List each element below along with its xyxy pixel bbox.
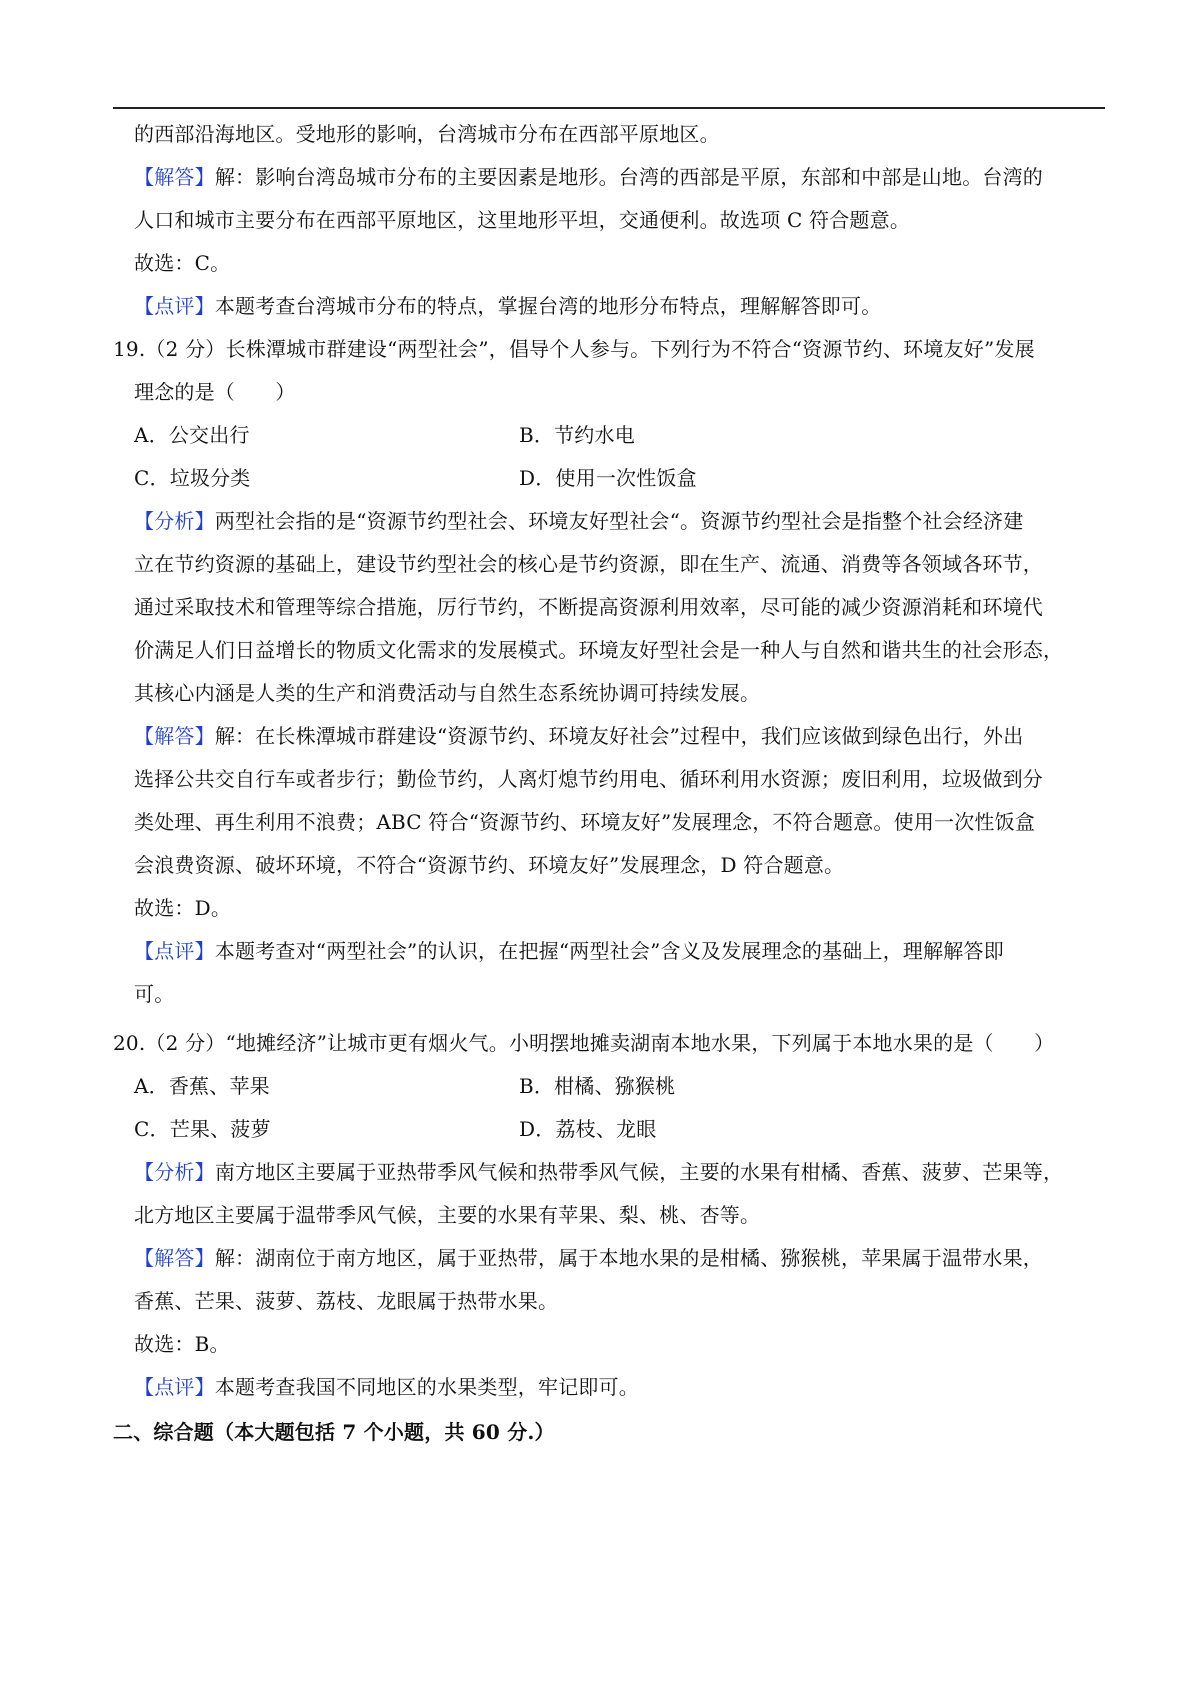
analysis-text: 两型社会指的是“资源节约型社会、环境友好型社会“。资源节约型社会是指整个社会经济建 [214,509,1024,533]
q19-stem-line-1: 19.（2 分）长株潭城市群建设“两型社会”，倡导个人参与。下列行为不符合“资源节约、环境友好”发展 [113,337,1035,361]
q18-answer-line-2: 人口和城市主要分布在西部平原地区，这里地形平坦，交通便利。故选项 C 符合题意。 [134,208,911,232]
q20-option-d: D．荔枝、龙眼 [519,1117,657,1141]
q19-stem-line-2: 理念的是（ ） [134,380,296,404]
q19-analysis-line-2: 立在节约资源的基础上，建设节约型社会的核心是节约资源，即在生产、流通、消费等各领域各环节， [134,552,1043,576]
q19-option-b: B．节约水电 [519,423,635,447]
q18-answer-line-1 [134,165,1043,189]
q19-option-c: C．垃圾分类 [134,466,251,490]
comment-tag: 【点评】 [134,1375,215,1399]
q19-analysis-line-5: 其核心内涵是人类的生产和消费活动与自然生态系统协调可持续发展。 [134,681,761,705]
analysis-tag: 【分析】 [134,1160,215,1184]
q18-choice: 故选：C。 [134,251,231,275]
comment-text: 本题考查对“两型社会”的认识，在把握“两型社会”含义及发展理念的基础上，理解解答即 [214,939,1004,963]
q19-analysis-line-1 [134,509,1023,533]
q20-answer-line-2: 香蕉、芒果、菠萝、荔枝、龙眼属于热带水果。 [134,1289,559,1313]
q20-answer-line-1 [134,1246,1043,1270]
analysis-text: 南方地区主要属于亚热带季风气候和热带季风气候，主要的水果有柑橘、香蕉、菠萝、芒果等， [214,1160,1064,1184]
comment-tag: 【点评】 [134,294,215,318]
q19-analysis-line-4: 价满足人们日益增长的物质文化需求的发展模式。环境友好型社会是一种人与自然和谐共生的社会形态， [134,638,1064,662]
comment-text: 本题考查我国不同地区的水果类型，牢记即可。 [214,1375,640,1399]
q19-choice: 故选：D。 [134,896,232,920]
answer-text: 解：影响台湾岛城市分布的主要因素是地形。台湾的西部是平原，东部和中部是山地。台湾的 [214,165,1044,189]
q19-option-d: D．使用一次性饭盒 [519,466,697,490]
comment-tag: 【点评】 [134,939,215,963]
q18-continuation: 的西部沿海地区。受地形的影响，台湾城市分布在西部平原地区。 [134,122,720,146]
q19-comment-line-1 [134,939,1004,963]
answer-text: 解：湖南位于南方地区，属于亚热带，属于本地水果的是柑橘、猕猴桃，苹果属于温带水果， [214,1246,1044,1270]
q20-analysis-line-2: 北方地区主要属于温带季风气候，主要的水果有苹果、梨、桃、杏等。 [134,1203,761,1227]
q20-comment [134,1375,639,1399]
q20-option-a: A．香蕉、苹果 [134,1074,270,1098]
answer-text: 解：在长株潭城市群建设“资源节约、环境友好社会”过程中，我们应该做到绿色出行，外出 [214,724,1024,748]
answer-tag: 【解答】 [134,724,215,748]
q19-analysis-line-3: 通过采取技术和管理等综合措施，厉行节约，不断提高资源利用效率，尽可能的减少资源消耗和环境代 [134,595,1043,619]
answer-tag: 【解答】 [134,165,215,189]
q19-answer-line-1 [134,724,1023,748]
q20-choice: 故选：B。 [134,1332,230,1356]
header-rule [113,107,1105,109]
q19-answer-line-3: 类处理、再生利用不浪费；ABC 符合“资源节约、环境友好”发展理念，不符合题意。使用一次性饭盒 [134,810,1036,834]
q18-comment [134,294,881,318]
q20-option-b: B．柑橘、猕猴桃 [519,1074,676,1098]
analysis-tag: 【分析】 [134,509,215,533]
q19-comment-line-2: 可。 [134,982,175,1006]
section-2-heading: 二、综合题（本大题包括 7 个小题，共 60 分.） [113,1420,555,1444]
q20-stem: 20.（2 分）“地摊经济”让城市更有烟火气。小明摆地摊卖湖南本地水果，下列属于本地水果的是（ ） [113,1031,1055,1055]
q19-answer-line-4: 会浪费资源、破坏环境，不符合“资源节约、环境友好”发展理念，D 符合题意。 [134,853,845,877]
comment-text: 本题考查台湾城市分布的特点，掌握台湾的地形分布特点，理解解答即可。 [214,294,882,318]
q20-option-c: C．芒果、菠萝 [134,1117,271,1141]
q20-analysis-line-1 [134,1160,1063,1184]
q19-answer-line-2: 选择公共交自行车或者步行；勤俭节约，人离灯熄节约用电、循环利用水资源；废旧利用，垃圾做到分 [134,767,1043,791]
q19-option-a: A．公交出行 [134,423,250,447]
answer-tag: 【解答】 [134,1246,215,1270]
